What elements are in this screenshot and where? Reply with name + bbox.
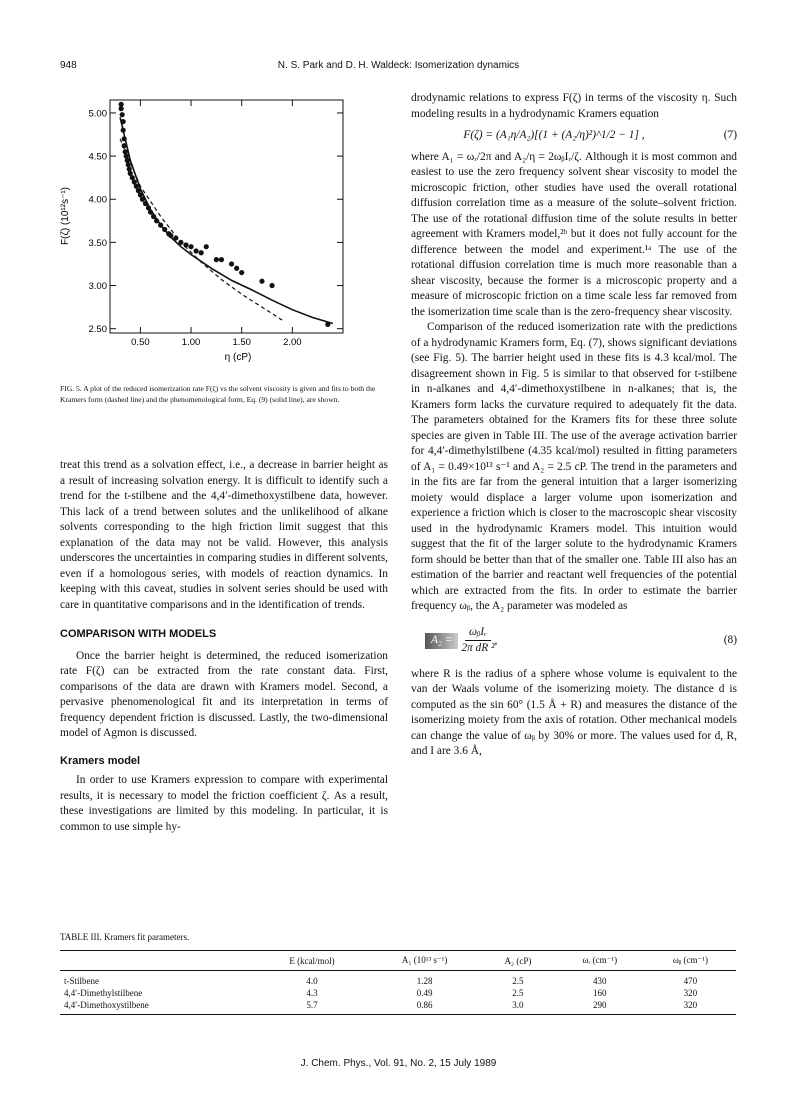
table-header-row — [60, 951, 736, 971]
table-header-cell — [60, 951, 256, 971]
data-point — [325, 322, 330, 327]
table-header-cell: A₂ (cP) — [481, 951, 555, 971]
equation-8-lhs: A₂ = — [425, 633, 458, 649]
data-point — [122, 143, 127, 148]
table-cell: 1.28 — [416, 976, 433, 986]
data-point — [158, 223, 163, 228]
chart-lines — [120, 117, 333, 323]
equation-7 — [411, 128, 737, 144]
data-point — [123, 149, 128, 154]
data-point — [199, 250, 204, 255]
data-point — [178, 240, 183, 245]
plot-frame — [110, 100, 343, 333]
data-point — [121, 119, 126, 124]
equation-7-body: F(ζ) = (A₁η/A₂)[(1 + (A₂/η)²)^1/2 − 1] , — [463, 129, 645, 141]
data-point — [127, 166, 132, 171]
x-tick-label: 0.50 — [131, 337, 150, 348]
data-point — [229, 261, 234, 266]
data-point — [173, 235, 178, 240]
y-axis-label: F(ζ) (10¹²s⁻¹) — [60, 186, 71, 246]
table-header-cell: E (kcal/mol) — [256, 951, 368, 971]
table-cell: 2.5 — [512, 988, 524, 998]
table-cell: 5.7 — [256, 999, 368, 1015]
x-tick-label: 2.00 — [283, 337, 302, 348]
table-cell: 160 — [593, 988, 607, 998]
table-cell: 470 — [683, 976, 698, 986]
data-point — [140, 197, 145, 202]
data-point — [259, 279, 264, 284]
data-point — [148, 210, 153, 215]
table-header-cell: ωᵦ (cm⁻¹) — [645, 951, 736, 971]
y-tick-label: 3.00 — [88, 281, 107, 293]
data-point — [122, 136, 127, 141]
y-tick-label: 5.00 — [88, 108, 107, 120]
table-cell: 4.0 — [306, 976, 318, 986]
y-tick-label: 4.00 — [88, 194, 107, 206]
section-heading: COMPARISON WITH MODELS — [60, 628, 217, 640]
table-cell: 320 — [645, 999, 736, 1015]
table-cell: 0.86 — [368, 999, 481, 1015]
table-cell: 290 — [555, 999, 645, 1015]
subsection-heading: Kramers model — [60, 754, 141, 767]
left-column — [60, 458, 388, 835]
paragraph: Comparison of the reduced isomerization rate with the predictions of a hydrodynamic Kramers form, Eq. (7), shows significant deviations (see Fig. 5). The barrier height used in these fits is 4.3 kcal/mol. The disagreement shown in Fig. 5 is similar to that observed for t-stilbene in n-alkanes and 4,4′-dimethoxystilbene in n-alkanes; that is, the Kramers form lacks the curvature required to adequately fit the data. The parameters obtained for the Kramers fits for these three solute species are given in Table III. The use of the average activation barrier for 4,4′-dimethylstilbene (4.35 kcal/mol) resulted in fitting parameters of A₁ = 0.49×10¹³ s⁻¹ and A₂ = 2.5 cP. The trend in the parameters and in the fits are far from the general intuition that a larger isomerizing moiety would displace a larger volume upon isomerization and experience a friction which is closer to the macroscopic shear viscosity used in the hydrodynamic Kramers model. This intuition would suggest that the fit of the larger solute to the hydrodynamic Kramers form should be better than that of the smaller one. Table III also has an estimation of the barrier and reactant well frequencies of the potential which are extracted from the fits. In order to estimate the barrier frequency ωᵦ, the A₂ parameter was modeled as — [411, 321, 737, 612]
table-cell: 2.5 — [512, 976, 524, 986]
data-point — [151, 214, 156, 219]
chart-ticks — [89, 100, 344, 348]
data-point — [143, 201, 148, 206]
table-row — [60, 999, 736, 1015]
table-cell: 3.0 — [481, 999, 555, 1015]
y-tick-label: 2.50 — [88, 324, 107, 336]
equation-8-denominator: 2π dR ² — [461, 642, 495, 654]
data-point — [124, 153, 129, 158]
paragraph: where R is the radius of a sphere whose volume is equivalent to the van der Waals volume of the isomerizing moiety. The distance d is computed as the sin 60° (1.5 Å + R) and measures the distance of the isomerizing moiety from the axis of rotation. Other mechanical models can change the value of ωᵦ by 30% or more. The values used for d, R, and I are 3.6 Å, — [411, 667, 737, 757]
chart-points — [119, 102, 331, 327]
equation-8-numerator: ωᵦIᵣ — [465, 625, 491, 642]
data-point — [125, 158, 130, 163]
x-tick-label: 1.00 — [181, 337, 201, 348]
figure-caption: FIG. 5. A plot of the reduced isomerization rate F(ζ) vs the solvent viscosity is given and fits to both the Kramers form (dashed line) and the phenomenological form, Eq. (9) (solid line), are shown. — [60, 384, 376, 404]
data-point — [234, 266, 239, 271]
paragraph: In order to use Kramers expression to compare with experimental results, it is necessary to model the friction coefficient ζ. As a result, these investigations are limited by this modeling. In particular, it is common to use simple hy- — [60, 774, 388, 833]
table-cell: 320 — [683, 988, 698, 998]
data-point — [126, 162, 131, 167]
equation-8 — [411, 625, 737, 657]
table-header-cell: A₁ (10¹³ s⁻¹) — [368, 951, 481, 971]
kramers-fit-table — [60, 950, 736, 1015]
equation-8-number: (8) — [723, 633, 737, 646]
data-point — [269, 283, 274, 288]
data-point — [121, 128, 126, 133]
paragraph: where A₁ = ωᵣ/2π and A₂/η = 2ωᵦIᵣ/ζ. Although it is most common and easiest to use the zero frequency solvent shear viscosity to model the microscopic friction, other studies have used the overall rotational diffusion correlation time as a measure of the solute–solvent friction. The use of the rotational diffusion time of the solute results in better agreement with Kramers model,²ᵇ but it does not fully account for the difference between the model and experiment.¹ᵃ The use of the rotational diffusion correlation time is much more reasonable than a shear viscosity, because the former is a microscopic property and a measure of microscopic friction on a time scale less far removed from the isomerization time scale than is the zero-frequency shear viscosity. — [411, 150, 737, 318]
x-tick-label: 1.50 — [232, 337, 251, 348]
table-header-cell: ωᵣ (cm⁻¹) — [555, 951, 645, 971]
equation-8-tail: , — [494, 634, 498, 647]
data-point — [168, 233, 173, 238]
page-number: 948 — [60, 60, 77, 71]
table-cell: 430 — [593, 976, 607, 986]
table-cell: 4.3 — [306, 988, 318, 998]
table-title: TABLE III. Kramers fit parameters. — [60, 932, 190, 942]
equation-8-fraction — [461, 625, 494, 657]
table-cell: 4,4′-Dimethoxystilbene — [60, 999, 256, 1015]
data-point — [162, 227, 167, 232]
data-point — [214, 257, 219, 262]
table-row — [60, 987, 736, 999]
chart-axes — [110, 100, 343, 333]
data-point — [188, 244, 193, 249]
data-point — [120, 112, 125, 117]
table-cell: t-Stilbene — [64, 976, 99, 986]
paragraph: Once the barrier height is determined, the reduced isomerization rate F(ζ) can be extracted from the rate constant data. First, comparisons of the data are drawn with Kramers model. Second, a pervasive phenomenological fit and its interpretation in terms of frequency dependent friction is discussed. Lastly, the two-dimensional model of Agmon is discussed. — [60, 649, 388, 739]
table-row — [60, 971, 736, 988]
data-point — [204, 244, 209, 249]
equation-7-number: (7) — [723, 129, 737, 141]
data-point — [183, 242, 188, 247]
data-point — [219, 257, 224, 262]
data-point — [154, 218, 159, 223]
page-footer: J. Chem. Phys., Vol. 91, No. 2, 15 July 1989 — [300, 1058, 497, 1069]
data-point — [119, 106, 124, 111]
table-body — [60, 971, 736, 1015]
data-point — [239, 270, 244, 275]
figure-5-chart — [58, 88, 378, 368]
y-tick-label: 4.50 — [88, 151, 107, 163]
phenomenological-fit-line — [120, 117, 333, 323]
y-tick-label: 3.50 — [88, 237, 107, 249]
data-point — [194, 248, 199, 253]
running-head: N. S. Park and D. H. Waldeck: Isomerization dynamics — [277, 60, 520, 71]
x-axis-label: η (cP) — [224, 352, 252, 363]
paragraph: drodynamic relations to express F(ζ) in terms of the viscosity η. Such modeling results in a hydrodynamic Kramers equation — [411, 92, 737, 120]
right-column — [411, 91, 737, 760]
table-cell: 4,4′-Dimethylstilbene — [64, 988, 143, 998]
paragraph: treat this trend as a solvation effect, i.e., a decrease in barrier height as a result of increasing solvation energy. It is difficult to identify such a trend for the t-stilbene and the 4,4′-dimethoxystilbene data, however. This lack of a trend between solutes and the unlikelihood of alkane solvents corresponding to the high friction limit suggest that this explanation of the data may not be valid. However, this analysis underscores the uncertainties in comparing studies in different solvents, even if a homologous series, with models of reaction dynamics. In keeping with this caveat, studies in solvent series should be used with care in quantitative comparisons and in the identification of trends. — [60, 459, 388, 611]
table-cell: 0.49 — [416, 988, 433, 998]
